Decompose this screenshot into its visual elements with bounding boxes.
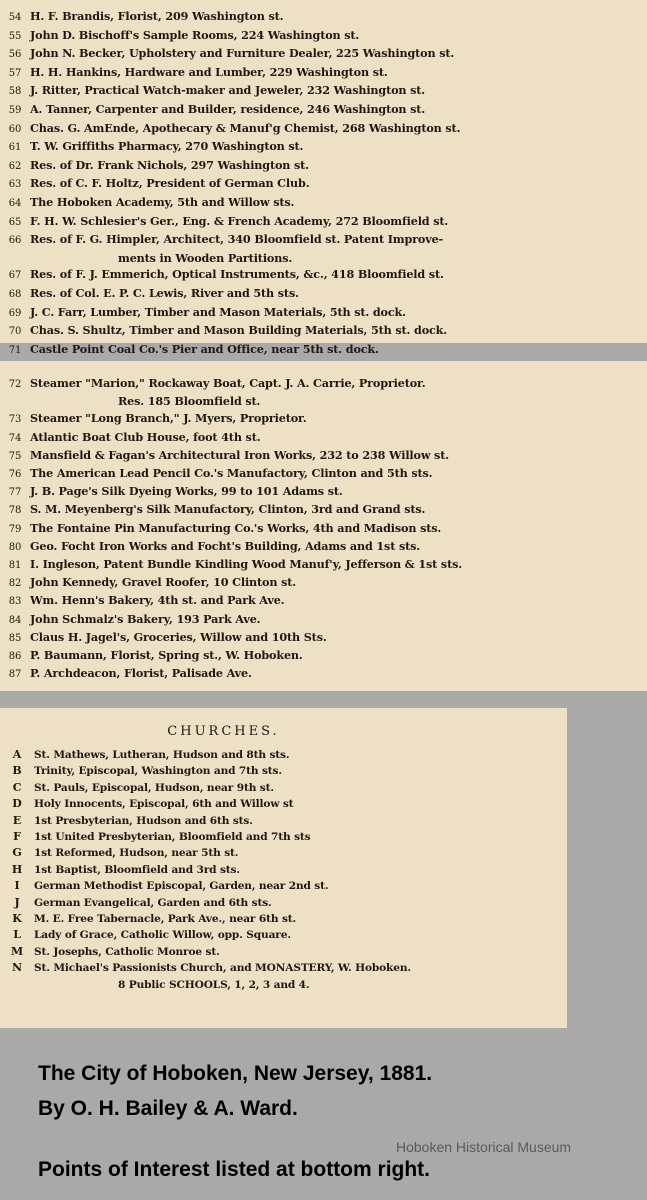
item-number: A (12, 748, 22, 761)
list-item (0, 8, 647, 27)
list-item (0, 878, 567, 894)
item-text: 1st Baptist, Bloomfield and 3rd sts. (34, 863, 240, 876)
item-text: John Schmalz's Bakery, 193 Park Ave. (30, 611, 261, 626)
item-text: 1st Presbyterian, Hudson and 6th sts. (34, 814, 253, 827)
list-item (0, 763, 567, 779)
item-number: 78 (8, 505, 22, 517)
item-text: St. Michael's Passionists Church, and MONASTERY, W. Hoboken. (34, 962, 411, 975)
item-number: 71 (8, 344, 22, 356)
item-text: Res. of F. G. Himpler, Architect, 340 Bloomfield st. Patent Improve- (30, 232, 444, 247)
list-item (0, 341, 647, 360)
item-text: 1st United Presbyterian, Bloomfield and 7th sts (34, 831, 311, 844)
caption-authors: By O. H. Bailey & A. Ward. (38, 1097, 298, 1120)
item-number: M (10, 944, 24, 958)
item-text: Wm. Henn's Bakery, 4th st. and Park Ave. (30, 593, 285, 608)
item-number: L (13, 928, 21, 942)
list-item (0, 592, 647, 610)
list-item (0, 45, 647, 64)
item-number: 70 (8, 326, 22, 338)
item-number: 64 (8, 197, 22, 209)
churches-panel (0, 708, 567, 1028)
list-item (0, 64, 647, 83)
list-item (0, 194, 647, 213)
item-text: Castle Point Coal Co.'s Pier and Office, near 5th st. dock. (30, 341, 379, 356)
item-number: 54 (8, 12, 22, 23)
item-number: 79 (8, 523, 22, 535)
list-item (0, 101, 647, 120)
item-text: Holy Innocents, Episcopal, 6th and Willow st (34, 798, 294, 811)
item-number: 68 (8, 288, 22, 300)
list-item (0, 960, 567, 976)
item-number: 80 (8, 541, 22, 553)
list-item (0, 82, 647, 101)
item-text: Res. of F. J. Emmerich, Optical Instruments, &c., 418 Bloomfield st. (30, 267, 444, 282)
item-number: 86 (8, 651, 22, 663)
item-number: 61 (8, 142, 22, 154)
item-text: Claus H. Jagel's, Groceries, Willow and 10th Sts. (30, 629, 327, 644)
list-item (0, 393, 647, 410)
item-text: Chas. G. AmEnde, Apothecary & Manuf'g Chemist, 268 Washington st. (30, 120, 461, 135)
item-text: St. Mathews, Lutheran, Hudson and 8th sts. (34, 749, 290, 761)
item-number: 56 (8, 49, 22, 61)
list-item (0, 213, 647, 232)
item-number: 60 (8, 123, 22, 135)
item-number: 67 (8, 270, 22, 282)
item-number: 82 (8, 578, 22, 590)
item-text: St. Pauls, Episcopal, Hudson, near 9th st. (34, 781, 274, 794)
item-text: J. Ritter, Practical Watch-maker and Jeweler, 232 Washington st. (30, 83, 426, 98)
item-text: H. H. Hankins, Hardware and Lumber, 229 Washington st. (30, 64, 388, 79)
item-number: I (14, 879, 20, 893)
item-text: Steamer "Marion," Rockaway Boat, Capt. J. A. Carrie, Proprietor. (30, 376, 426, 390)
item-text: J. C. Farr, Lumber, Timber and Mason Materials, 5th st. dock. (30, 304, 406, 319)
item-text: S. M. Meyenberg's Silk Manufactory, Clinton, 3rd and Grand sts. (30, 502, 426, 517)
item-text: Atlantic Boat Club House, foot 4th st. (30, 429, 261, 444)
item-text: I. Ingleson, Patent Bundle Kindling Wood Manuf'y, Jefferson & 1st sts. (30, 557, 462, 572)
item-text: Res. 185 Bloomfield st. (118, 394, 261, 409)
item-number: 81 (8, 560, 22, 572)
item-number: 63 (8, 179, 22, 191)
item-number: E (12, 813, 22, 827)
list-item (0, 780, 567, 796)
list-item (0, 944, 567, 960)
item-text: Mansfield & Fagan's Architectural Iron Works, 232 to 238 Willow st. (30, 447, 449, 462)
item-number: 55 (8, 30, 22, 42)
item-number: 66 (8, 235, 22, 247)
item-number: 73 (8, 414, 22, 426)
item-number: K (12, 912, 22, 926)
item-text: German Methodist Episcopal, Garden, near 2nd st. (34, 880, 329, 893)
item-number: G (12, 846, 22, 860)
list-item (0, 647, 647, 665)
item-number: 75 (8, 450, 22, 462)
list-item (0, 538, 647, 556)
item-text: Res. of Dr. Frank Nichols, 297 Washington st. (30, 157, 309, 172)
list-item (0, 845, 567, 861)
item-text: Trinity, Episcopal, Washington and 7th sts. (34, 765, 282, 778)
item-number: 77 (8, 487, 22, 499)
item-number: N (12, 961, 22, 975)
item-text: The Fontaine Pin Manufacturing Co.'s Works, 4th and Madison sts. (30, 520, 442, 535)
item-number: 85 (8, 632, 22, 644)
list-item (0, 175, 647, 194)
list-item (0, 611, 647, 629)
item-text: H. F. Brandis, Florist, 209 Washington st. (30, 9, 284, 23)
item-text: St. Josephs, Catholic Monroe st. (34, 945, 220, 958)
caption-note: Points of Interest listed at bottom right. (38, 1158, 431, 1181)
item-text: Lady of Grace, Catholic Willow, opp. Square. (34, 929, 291, 942)
item-text: Res. of Col. E. P. C. Lewis, River and 5th sts. (30, 285, 299, 300)
item-text: Chas. S. Shultz, Timber and Mason Building Materials, 5th st. dock. (30, 323, 448, 338)
list-item (0, 556, 647, 574)
item-number: 57 (8, 67, 22, 79)
list-item (0, 520, 647, 538)
list-item (0, 501, 647, 519)
list-item (0, 429, 647, 447)
list-item (0, 574, 647, 592)
item-text: Res. of C. F. Holtz, President of German Club. (30, 176, 310, 191)
list-item (0, 465, 647, 483)
caption-title: The City of Hoboken, New Jersey, 1881. (38, 1062, 433, 1085)
list-item (0, 629, 647, 647)
list-item (0, 862, 567, 878)
item-number: 74 (8, 432, 22, 444)
list-item (0, 447, 647, 465)
item-text: John N. Becker, Upholstery and Furniture Dealer, 225 Washington st. (30, 46, 455, 61)
item-number: 59 (8, 104, 22, 116)
item-number: J (14, 895, 20, 909)
item-number: 72 (8, 379, 22, 390)
list-item (0, 829, 567, 845)
item-number: C (12, 780, 22, 794)
item-text: John D. Bischoff's Sample Rooms, 224 Washington st. (30, 27, 360, 42)
list-item (0, 375, 647, 393)
item-text: The American Lead Pencil Co.'s Manufactory, Clinton and 5th sts. (30, 466, 433, 481)
item-text: ments in Wooden Partitions. (118, 250, 293, 265)
list-item (0, 813, 567, 829)
list-item (0, 410, 647, 428)
list-item (0, 911, 567, 927)
item-text: Steamer "Long Branch," J. Myers, Proprietor. (30, 411, 307, 426)
list-item (0, 322, 647, 341)
item-text: A. Tanner, Carpenter and Builder, residence, 246 Washington st. (30, 101, 426, 116)
item-number: 83 (8, 596, 22, 608)
item-number: D (12, 797, 22, 811)
list-item (0, 27, 647, 46)
list-item (0, 304, 647, 323)
museum-credit: Hoboken Historical Museum (396, 1139, 572, 1155)
list-item (0, 796, 567, 812)
list-item (0, 157, 647, 176)
list-item (0, 895, 567, 911)
item-number: 76 (8, 469, 22, 481)
public-schools-note: 8 Public SCHOOLS, 1, 2, 3 and 4. (118, 978, 310, 991)
item-text: John Kennedy, Gravel Roofer, 10 Clinton st. (30, 575, 296, 590)
list-item (0, 285, 647, 304)
list-item (0, 747, 567, 763)
item-number: B (12, 764, 22, 778)
item-number: H (11, 862, 23, 876)
item-text: P. Baumann, Florist, Spring st., W. Hoboken. (30, 648, 303, 663)
item-text: The Hoboken Academy, 5th and Willow sts. (30, 194, 295, 209)
item-number: 87 (8, 669, 22, 681)
item-number: 84 (8, 614, 22, 626)
list-item (0, 231, 647, 250)
item-text: Geo. Focht Iron Works and Focht's Building, Adams and 1st sts. (30, 538, 421, 553)
churches-list (0, 747, 567, 977)
item-text: T. W. Griffiths Pharmacy, 270 Washington st. (30, 139, 304, 154)
item-text: M. E. Free Tabernacle, Park Ave., near 6th st. (34, 913, 297, 926)
list-item (0, 138, 647, 157)
list-item (0, 250, 647, 267)
list-item (0, 120, 647, 139)
item-number: 58 (8, 86, 22, 98)
item-text: German Evangelical, Garden and 6th sts. (34, 896, 272, 909)
list-item (0, 483, 647, 501)
churches-heading: CHURCHES. (167, 724, 280, 739)
item-number: 65 (8, 216, 22, 228)
item-number: 69 (8, 307, 22, 319)
list-item (0, 665, 647, 683)
item-number: F (13, 830, 21, 844)
points-of-interest-panel-1 (0, 0, 647, 356)
list-item (0, 927, 567, 943)
item-text: F. H. W. Schlesier's Ger., Eng. & French Academy, 272 Bloomfield st. (30, 213, 449, 228)
item-number: 62 (8, 160, 22, 172)
points-of-interest-panel-2 (0, 361, 647, 691)
item-text: 1st Reformed, Hudson, near 5th st. (34, 847, 239, 860)
list-item (0, 266, 647, 285)
item-text: J. B. Page's Silk Dyeing Works, 99 to 101 Adams st. (30, 484, 343, 499)
item-text: P. Archdeacon, Florist, Palisade Ave. (30, 666, 252, 681)
